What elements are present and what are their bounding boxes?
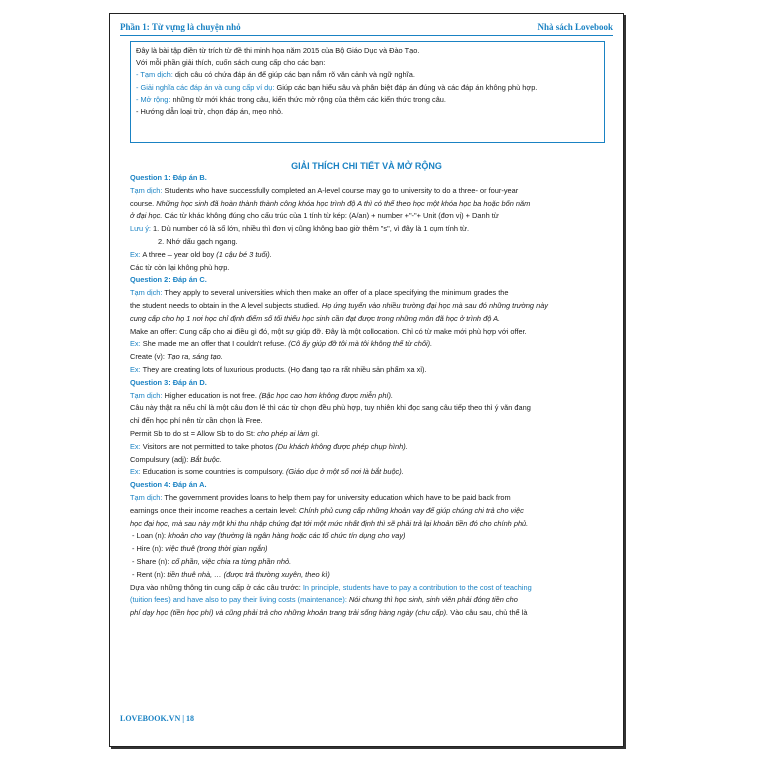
intro-line: Đây là bài tập điền từ trích từ đề thi minh họa năm 2015 của Bộ Giáo Dục và Đào Tạo. [136,46,420,55]
header-section-title: Phần 1: Từ vựng là chuyện nhỏ [120,22,241,32]
text: - Loan (n): [132,531,169,541]
text: Permit Sb to do st = Allow Sb to do St: [130,428,258,438]
label: Tạm dịch: [130,288,163,298]
text: They are creating lots of luxurious products. (Họ đang tạo ra rất nhiều sản phẩm xa xỉ). [140,364,427,374]
text: course. [130,198,155,208]
text: phí dạy học (tiền học phí) và cũng phải trả cho những khoản trang trải sống hàng ngày (chu cấp). [130,608,449,618]
text-line [130,185,607,198]
text: Students who have successfully completed an A-level course may go to university to do a three- or four-year [162,185,519,195]
text: Vào câu sau, chủ thể là [448,608,528,618]
question-heading: Question 4: Đáp án A. [130,480,207,490]
text: A three – year old boy [140,249,217,259]
text-line [130,390,607,403]
text-line [130,582,607,595]
list-item [130,530,607,543]
header-publisher: Nhà sách Lovebook [537,22,613,32]
text-line: cung cấp cho họ 1 nơi học chỉ định điểm số tối thiểu học sinh cần đạt được trong những môn đã học ở trình độ A. [130,313,501,323]
text-line [130,210,607,223]
label: Ex: [130,441,141,451]
text: Nói chung thì học sinh, sinh viên phải đóng tiền cho [348,595,518,605]
text: tiền thuê nhà, … (được trả thường xuyên, theo kì) [167,569,330,579]
text: Chính phủ cung cấp những khoản vay để giúp chúng chi trả cho việc [298,505,524,515]
text-line: Các từ còn lại không phù hợp. [130,262,230,272]
text: (Bậc học cao hơn không được miễn phí). [259,390,393,400]
label: Tạm dịch: [130,390,163,400]
intro-label: - Giải nghĩa các đáp án và cung cấp ví dụ: [136,82,275,92]
text: (Du khách không được phép chụp hình). [275,441,408,451]
intro-line [136,94,599,106]
text-line [130,198,607,211]
text: Bắt buộc. [190,454,222,464]
list-item [130,543,607,556]
label: Tạm dịch: [130,492,163,502]
text: - Rent (n): [132,569,168,579]
label: Ex: [130,364,141,374]
text-line: Make an offer: Cung cấp cho ai điều gì đó, một sự giúp đỡ. Đây là một collocation. Chỉ có từ make mới phù hợp với offer. [130,326,527,336]
text: Tạo ra, sáng tạo. [166,352,223,362]
text-line [130,338,607,351]
intro-text: những từ mới khác trong câu, kiến thức mở rộng của thêm các kiến thức trong câu. [170,94,446,104]
intro-line: - Hướng dẫn loại trừ, chọn đáp án, mẹo nhỏ. [136,107,284,117]
text-line: chỉ đến học phí nên từ cần chọn là Free. [130,416,263,426]
label: Ex: [130,249,141,259]
text: They apply to several universities which then make an offer of a place specifying the minimum grades the [162,288,509,298]
document-page [109,13,624,747]
text-line: Câu này thật ra nếu chỉ là một câu đơn lẻ thì các từ chọn đều phù hợp, tuy nhiên khi đọc sang câu tiếp theo thì ý văn đang [130,403,531,413]
text-line [130,364,607,377]
text: the student needs to obtain in the A level subjects studied. [130,300,320,310]
text: Create (v): [130,352,167,362]
text: She made me an offer that I couldn't refuse. [140,339,289,349]
text: (Cô ấy giúp đỡ tôi mà tôi không thể từ chối). [288,339,433,349]
text-line [130,351,607,364]
text: việc thuê (trong thời gian ngắn) [165,544,268,554]
text: ở đại học. [130,211,163,221]
intro-text: Giúp các bạn hiểu sâu và phân biệt đáp án đúng và các đáp án không phù hợp. [274,82,538,92]
intro-line: Với mỗi phần giải thích, cuốn sách cung cấp cho các bạn: [136,58,326,68]
text-line [130,466,607,479]
text: Compulsury (adj): [130,454,191,464]
text-line [130,505,607,518]
text-line [130,223,607,236]
text: Các từ khác không đúng cho cấu trúc của 1 tính từ kép: (A/an) + number +"-"+ Unit (đơn vị) + Danh từ [162,211,499,221]
text: Higher education is not free. [162,390,259,400]
text: Những học sinh đã hoàn thành thành công khóa học trình độ A thì có thể theo học một khóa học ba hoặc bốn năm [154,198,531,208]
text: - Hire (n): [132,544,166,554]
text: 1. Dù number có là số lớn, nhiều thì đơn vị cũng không bao giờ thêm "s", vì đây là 1 cụm tính từ. [150,224,470,234]
text: Visitors are not permitted to take photos [140,441,276,451]
text-line [130,428,607,441]
text-line: 2. Nhớ dấu gạch ngang. [158,236,238,246]
text: The government provides loans to help them pay for university education which have to be paid back from [162,492,511,502]
page-header [120,20,613,36]
list-item [130,569,607,582]
label: Ex: [130,467,141,477]
intro-line [136,69,599,81]
text: khoản cho vay (thường là ngân hàng hoặc các tổ chức tín dụng cho vay) [168,531,406,541]
page-footer: LOVEBOOK.VN | 18 [120,714,194,723]
explanations [130,172,607,620]
intro-label: - Mở rộng: [136,94,171,104]
text: (Giáo dục ở một số nơi là bắt buộc). [285,467,404,477]
text-line [130,287,607,300]
text-line [130,249,607,262]
header-divider [120,35,613,36]
text-line [130,594,607,607]
text-line: học đại học, mà sau này một khi thu nhập chúng đạt tới một mức nhất định thì sẽ phải trả lại khoản tiền đó cho chính phủ. [130,518,529,528]
text: Dựa vào những thông tin cung cấp ở các câu trước: [130,582,303,592]
intro-text: dịch câu có chứa đáp án để giúp các bạn nắm rõ văn cảnh và ngữ nghĩa. [172,70,415,80]
text: - Share (n): [132,556,172,566]
label: Ex: [130,339,141,349]
text: earnings once their income reaches a certain level: [130,505,299,515]
text-line [130,607,607,620]
text: (1 cậu bé 3 tuổi). [216,249,272,259]
text-line [130,454,607,467]
question-heading: Question 3: Đáp án D. [130,377,207,387]
text: Họ ứng tuyển vào nhiều trường đại học mà sau đó những trường này [319,300,549,310]
list-item [130,556,607,569]
text: Education is some countries is compulsory. [140,467,286,477]
intro-box [130,41,605,143]
text-line [130,492,607,505]
text: cổ phần, việc chia ra từng phần nhỏ. [171,556,292,566]
text: In principle, students have to pay a contribution to the cost of teaching [302,582,532,592]
text-line [130,441,607,454]
label: Lưu ý: [130,224,151,234]
text-line [130,300,607,313]
intro-label: - Tạm dịch: [136,70,173,80]
intro-line [136,82,599,94]
question-heading: Question 1: Đáp án B. [130,173,207,182]
label: Tạm dịch: [130,185,163,195]
text: (tuition fees) and have also to pay their living costs (maintenance): [130,595,349,605]
section-title: GIẢI THÍCH CHI TIẾT VÀ MỞ RỘNG [291,161,442,171]
question-heading: Question 2: Đáp án C. [130,275,207,285]
text: cho phép ai làm gì. [257,428,320,438]
